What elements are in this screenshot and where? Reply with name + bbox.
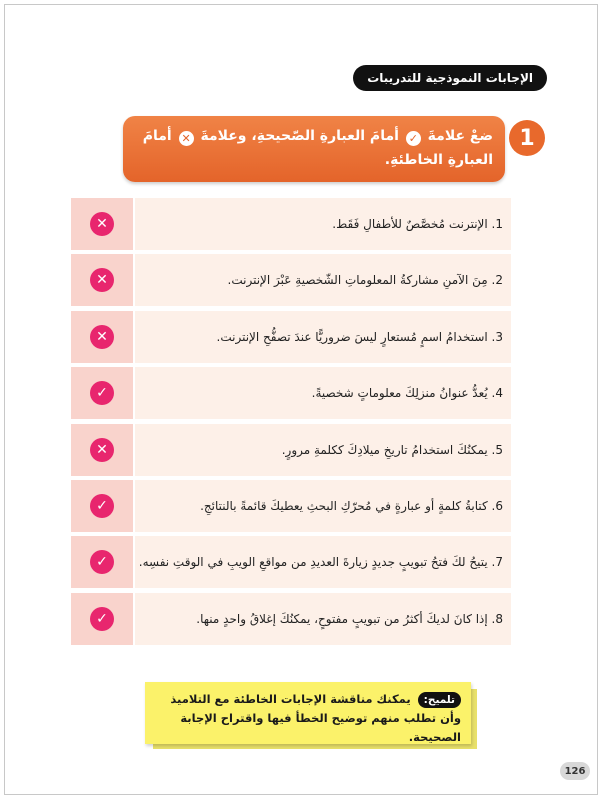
statement-cell — [135, 198, 511, 250]
statement-text: 2. مِنَ الآمنِ مشاركةُ المعلوماتِ الشّخصيةِ عَبْرَ الإنترنت. — [227, 273, 503, 288]
mark-cell — [71, 480, 133, 532]
mark-cell — [71, 424, 133, 476]
statement-text: 8. إذا كانَ لديكَ أكثرُ من تبويبٍ مفتوحٍ، يمكنُكَ إغلاقُ واحدٍ منها. — [196, 611, 503, 626]
page — [4, 4, 598, 795]
mark-cell — [71, 311, 133, 363]
tip-note — [145, 682, 471, 744]
mark-cell — [71, 254, 133, 306]
instruction-box — [123, 116, 505, 182]
table-row — [71, 480, 511, 532]
table-row — [71, 198, 511, 250]
section-title-pill: الإجابات النموذجية للتدريبات — [353, 65, 547, 91]
table-row — [71, 536, 511, 588]
mark-cell — [71, 198, 133, 250]
instruction-text-3: أمامَ العبارةِ الخاطئةِ. — [142, 128, 493, 168]
check-mark-icon: ✓ — [90, 607, 114, 631]
table-row — [71, 254, 511, 306]
cross-mark-icon: ✕ — [90, 212, 114, 236]
answers-table — [71, 198, 511, 649]
statement-text: 3. استخدامُ اسمٍ مُستعارٍ ليسَ ضروريًّا عندَ تصفُّحِ الإنترنت. — [216, 329, 503, 344]
exercise-number: 1 — [509, 120, 545, 156]
table-row — [71, 593, 511, 645]
statement-cell — [135, 536, 511, 588]
tip-label: تلميح: — [418, 692, 461, 708]
cross-mark-icon: ✕ — [90, 268, 114, 292]
instruction-text-1: ضعْ علامةَ — [427, 128, 493, 144]
cross-mark-icon: ✕ — [90, 438, 114, 462]
statement-cell — [135, 254, 511, 306]
check-mark-icon: ✓ — [90, 381, 114, 405]
statement-cell — [135, 480, 511, 532]
mark-cell — [71, 593, 133, 645]
statement-cell — [135, 424, 511, 476]
statement-cell — [135, 593, 511, 645]
check-mark-icon: ✓ — [90, 550, 114, 574]
statement-cell — [135, 311, 511, 363]
mark-cell — [71, 367, 133, 419]
tip-text: يمكنك مناقشة الإجابات الخاطئة مع التلاميذ وأن تطلب منهم توضيح الخطأ فيها واقتراح الإجابة الصحيحة. — [170, 692, 461, 744]
statement-text: 4. يُعدُّ عنوانُ منزلِكَ معلوماتٍ شخصيةً. — [311, 386, 503, 401]
table-row — [71, 367, 511, 419]
cross-mark-icon: ✕ — [90, 325, 114, 349]
mark-cell — [71, 536, 133, 588]
statement-text: 1. الإنترنت مُخصَّصٌ للأطفالِ فَقَط. — [332, 217, 503, 231]
table-row — [71, 311, 511, 363]
table-row — [71, 424, 511, 476]
statement-cell — [135, 367, 511, 419]
page-number: 126 — [560, 762, 590, 780]
statement-text: 5. يمكنُكَ استخدامُ تاريخِ ميلادِكَ ككلمةِ مرورٍ. — [281, 442, 503, 457]
wrong-cross-icon: ✕ — [179, 131, 194, 146]
statement-text: 7. يتيحُ لكَ فتحُ تبويبٍ جديدٍ زيارةَ العديدِ من مواقعِ الويبِ في الوقتِ نفسِه. — [138, 555, 503, 570]
instruction-text-2: أمامَ العبارةِ الصّحيحةِ، وعلامةَ — [200, 128, 399, 144]
correct-check-icon: ✓ — [406, 131, 421, 146]
check-mark-icon: ✓ — [90, 494, 114, 518]
statement-text: 6. كتابةُ كلمةٍ أو عبارةٍ في مُحرّكِ البحثِ يعطيكَ قائمةً بالنتائجِ. — [200, 498, 503, 513]
